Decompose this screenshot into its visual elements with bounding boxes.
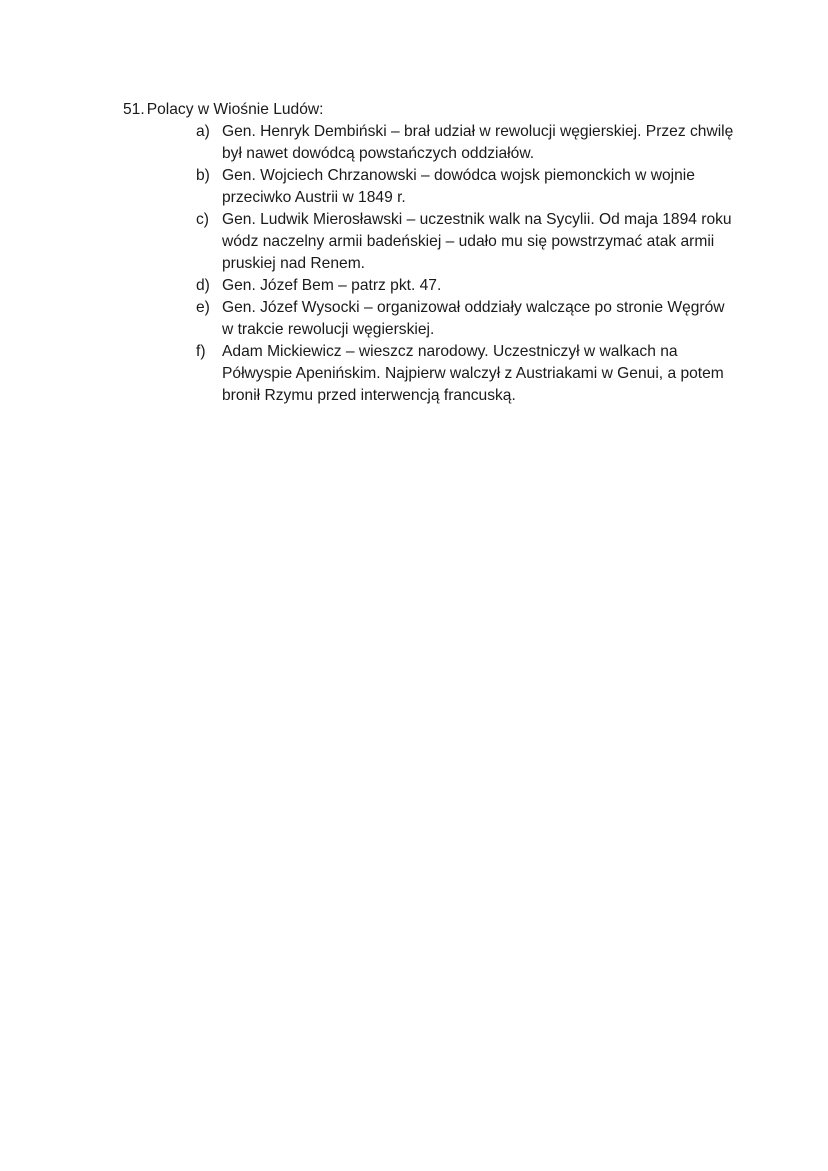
list-item: [196, 121, 736, 165]
list-item-text: Gen. Ludwik Mierosławski – uczestnik walk na Sycylii. Od maja 1894 roku wódz naczelny armii badeńskiej – udało mu się powstrzymać atak armii pruskiej nad Renem.: [222, 211, 732, 272]
section-number: 51.: [123, 101, 145, 118]
list-item-text: Gen. Józef Bem – patrz pkt. 47.: [222, 277, 442, 294]
list-item-text: Gen. Henryk Dembiński – brał udział w rewolucji węgierskiej. Przez chwilę był nawet dowódcą powstańczych oddziałów.: [222, 123, 734, 162]
list-item-text: Gen. Józef Wysocki – organizował oddziały walczące po stronie Węgrów w trakcie rewolucji węgierskiej.: [222, 299, 725, 338]
list-item: [196, 297, 736, 341]
list-item: [196, 209, 736, 275]
list-item: [196, 165, 736, 209]
section-heading: [123, 99, 324, 121]
section-title: Polacy w Wiośnie Ludów:: [146, 101, 324, 118]
list-item-text: Gen. Wojciech Chrzanowski – dowódca wojsk piemonckich w wojnie przeciwko Austrii w 1849 r.: [222, 167, 695, 206]
list-marker: e): [196, 299, 210, 316]
list-marker: b): [196, 167, 210, 184]
list-item: [196, 341, 736, 407]
list-marker: a): [196, 123, 210, 140]
list-marker: d): [196, 277, 210, 294]
list-marker: f): [196, 343, 206, 360]
list-item: [196, 275, 736, 297]
list-item-text: Adam Mickiewicz – wieszcz narodowy. Uczestniczył w walkach na Półwyspie Apenińskim. Najpierw walczył z Austriakami w Genui, a potem bronił Rzymu przed interwencją francuską.: [222, 343, 724, 404]
biography-list: [196, 121, 736, 407]
list-marker: c): [196, 211, 209, 228]
